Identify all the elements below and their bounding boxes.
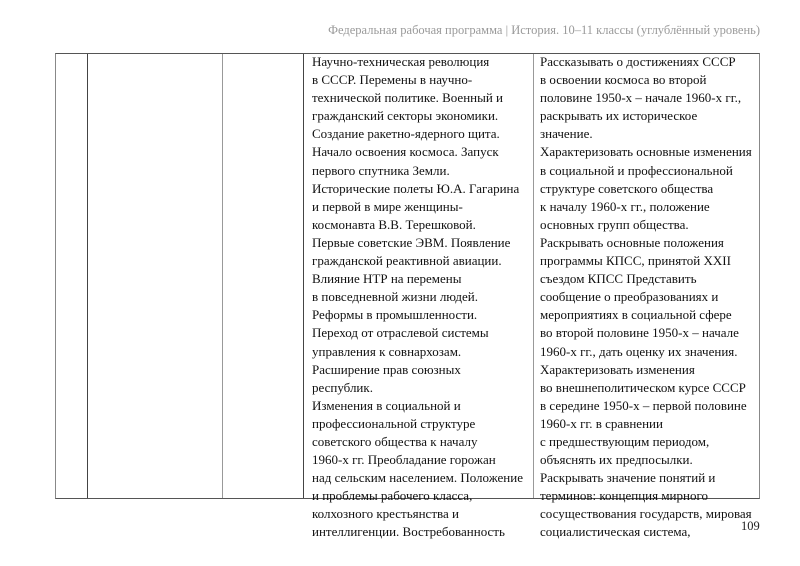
- column-divider: [533, 54, 534, 498]
- text-line: гражданский секторы экономики.: [312, 108, 499, 124]
- column-divider: [222, 54, 223, 498]
- cell-student-activities: [540, 53, 752, 542]
- text-line: терминов: концепция мирного: [540, 488, 708, 504]
- page-number: 109: [741, 519, 760, 533]
- text-line: интеллигенции. Востребованность: [312, 524, 505, 540]
- text-line: в освоении космоса во второй: [540, 72, 707, 88]
- text-line: к началу 1960-х гг., положение: [540, 198, 710, 214]
- text-line: в СССР. Перемены в научно-: [312, 72, 473, 88]
- text-line: республик.: [312, 379, 373, 395]
- text-line: Раскрывать основные положения: [540, 234, 724, 250]
- text-line: программы КПСС, принятой XXII: [540, 253, 731, 269]
- text-line: структуре советского общества: [540, 180, 714, 196]
- text-line: Переход от отраслевой системы: [312, 325, 489, 341]
- text-line: во второй половине 1950-х – начале: [540, 325, 739, 341]
- column-divider: [87, 54, 88, 498]
- text-line: и первой в мире женщины-: [312, 198, 463, 214]
- text-line: над сельским населением. Положение: [312, 470, 523, 486]
- text-line: управления к совнархозам.: [312, 343, 462, 359]
- text-line: гражданской реактивной авиации.: [312, 253, 502, 269]
- text-line: колхозного крестьянства и: [312, 506, 459, 522]
- text-line: в середине 1950-х – первой половине: [540, 397, 747, 413]
- text-line: значение.: [540, 126, 593, 142]
- text-line: советского общества к началу: [312, 433, 478, 449]
- column-divider: [303, 54, 304, 498]
- text-line: профессиональной структуре: [312, 415, 476, 431]
- text-line: Начало освоения космоса. Запуск: [312, 144, 499, 160]
- text-line: Первые советские ЭВМ. Появление: [312, 234, 511, 250]
- text-line: раскрывать их историческое: [540, 108, 698, 124]
- text-line: во внешнеполитическом курсе СССР: [540, 379, 746, 395]
- text-line: съездом КПСС Представить: [540, 271, 697, 287]
- text-line: технической политике. Военный и: [312, 90, 504, 106]
- text-line: первого спутника Земли.: [312, 162, 450, 178]
- text-line: 1960-х гг. Преобладание горожан: [312, 452, 496, 468]
- text-line: 1960-х гг. в сравнении: [540, 415, 663, 431]
- text-line: Реформы в промышленности.: [312, 307, 478, 323]
- cell-program-content: [312, 53, 523, 542]
- text-line: Создание ракетно-ядерного щита.: [312, 126, 500, 142]
- text-line: Изменения в социальной и: [312, 397, 461, 413]
- text-line: Влияние НТР на перемены: [312, 271, 462, 287]
- text-line: сообщение о преобразованиях и: [540, 289, 719, 305]
- text-line: и проблемы рабочего класса,: [312, 488, 473, 504]
- text-line: Научно-техническая революция: [312, 54, 490, 69]
- text-line: мероприятиях в социальной сфере: [540, 307, 732, 323]
- text-line: половине 1950-х – начале 1960-х гг.,: [540, 90, 742, 106]
- text-line: социалистическая система,: [540, 524, 691, 540]
- text-line: основных групп общества.: [540, 216, 689, 232]
- text-line: Исторические полеты Ю.А. Гагарина: [312, 180, 520, 196]
- text-line: сосуществования государств, мировая: [540, 506, 752, 522]
- running-header: Федеральная рабочая программа | История. 10–11 классы (углублённый уровень): [328, 23, 760, 37]
- text-line: объяснять их предпосылки.: [540, 452, 693, 468]
- text-line: космонавта В.В. Терешковой.: [312, 216, 476, 232]
- text-line: с предшествующим периодом,: [540, 433, 710, 449]
- text-line: в социальной и профессиональной: [540, 162, 733, 178]
- text-line: в повседневной жизни людей.: [312, 289, 478, 305]
- text-line: Характеризовать изменения: [540, 361, 695, 377]
- text-line: 1960-х гг., дать оценку их значения.: [540, 343, 738, 359]
- text-line: Характеризовать основные изменения: [540, 144, 752, 160]
- text-line: Расширение прав союзных: [312, 361, 461, 377]
- text-line: Рассказывать о достижениях СССР: [540, 54, 736, 69]
- text-line: Раскрывать значение понятий и: [540, 470, 716, 486]
